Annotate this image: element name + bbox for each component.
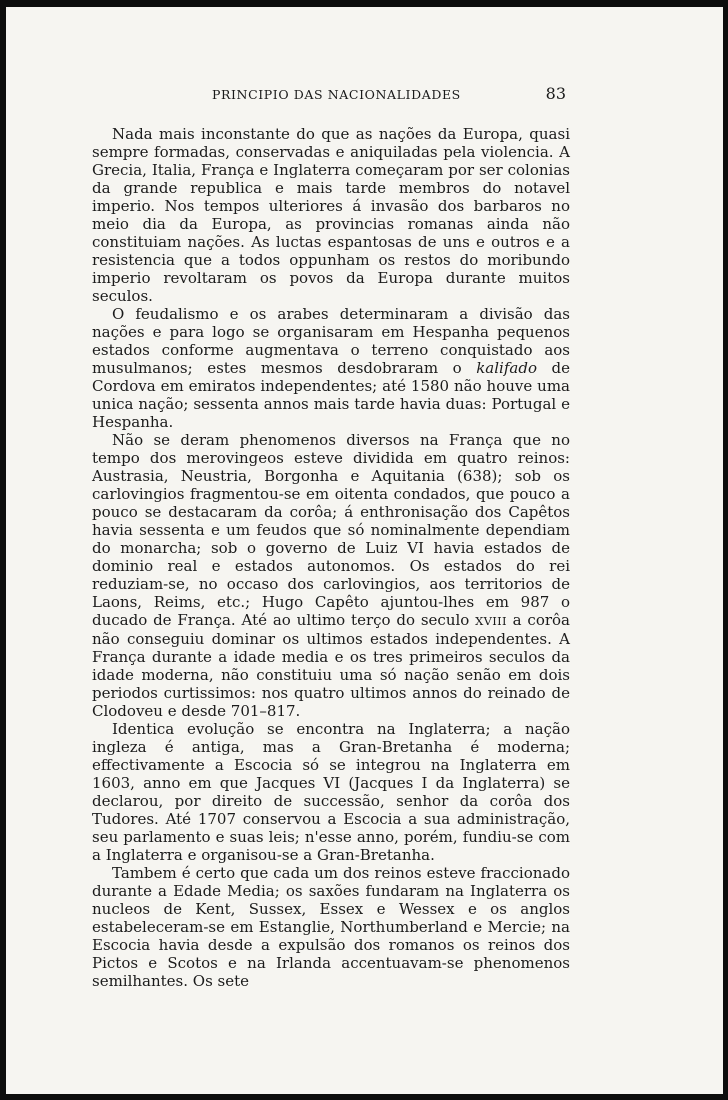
scan-border-left [0, 0, 6, 1100]
paragraph-3-text-b: a corôa não conseguiu dominar os ultimos estados independentes. A França durante a idade media e os tres primeiros seculos da idade moderna, não constituiu uma só nação senão em dois periodos curtissimos: nos quatro ultimos annos do reinado de Clodoveu e desde 701–817. [92, 611, 570, 720]
paragraph-4: Identica evolução se encontra na Inglaterra; a nação ingleza é antiga, mas a Gran-Bretanha é moderna; effectivamente a Escocia só se integrou na Inglaterra em 1603, anno em que Jacques VI (Jacques I da Inglaterra) se declarou, por direito de successão, senhor da corôa dos Tudores. Até 1707 conservou a Escocia a sua administração, seu parlamento e suas leis; n'esse anno, porém, fundiu-se com a Inglaterra e organisou-se a Gran-Bretanha. [92, 720, 570, 864]
kalifado-term: kalifado [476, 359, 537, 377]
page-header [92, 84, 570, 110]
paragraph-5: Tambem é certo que cada um dos reinos esteve fraccionado durante a Edade Media; os saxões fundaram na Inglaterra os nucleos de Kent, Sussex, Essex e Wessex e os anglos estabeleceram-se em Estanglie, Northumberland e Mercie; na Escocia havia desde a expulsão dos romanos os reinos dos Pictos e Scotos e na Irlanda accentuavam-se phenomenos semilhantes. Os sete [92, 864, 570, 990]
scan-border-right [723, 0, 728, 1100]
paragraph-3 [92, 431, 570, 720]
paragraph-3-text-a: Não se deram phenomenos diversos na França que no tempo dos merovingeos esteve dividida em quatro reinos: Austrasia, Neustria, Borgonha e Aquitania (638); sob os carlovingios fragmentou-se em oitenta condados, que pouco a pouco se destacaram da corôa; á enthronisação dos Capêtos havia sessenta e um feudos que só nominalmente dependiam do monarcha; sob o governo de Luiz VI havia estados de dominio real e estados autonomos. Os estados do rei reduziam-se, no occaso dos carlovingios, aos territorios de Laons, Reims, etc.; Hugo Capêto ajuntou-lhes em 987 o ducado de França. Até ao ultimo terço do seculo [92, 431, 570, 629]
paragraph-2-text-a: O feudalismo e os arabes determinaram a divisão das nações e para logo se organisaram em Hespanha pequenos estados conforme augmentava o terreno conquistado aos musulmanos; estes mesmos desdobraram o [92, 305, 570, 377]
body-text [92, 125, 570, 990]
paragraph-2 [92, 305, 570, 431]
paragraph-1: Nada mais inconstante do que as nações da Europa, quasi sempre formadas, conservadas e aniquiladas pela violencia. A Grecia, Italia, França e Inglaterra começaram por ser colonias da grande republica e mais tarde membros do notavel imperio. Nos tempos ulteriores á invasão dos barbaros no meio dia da Europa, as provincias romanas ainda não constituiam nações. As luctas espantosas de uns e outros e a resistencia que a todos oppunham os restos do moribundo imperio revoltaram os povos da Europa durante muitos seculos. [92, 125, 570, 305]
century-numeral: XVIII [475, 614, 507, 628]
page-number: 83 [545, 84, 566, 103]
running-title: PRINCIPIO DAS NACIONALIDADES [212, 87, 461, 102]
scan-border-top [0, 0, 728, 7]
scan-border-bottom [0, 1094, 728, 1100]
paragraph-2-text-b: de Cordova em emiratos independentes; até 1580 não houve uma unica nação; sessenta annos mais tarde havia duas: Portugal e Hespanha. [92, 359, 571, 431]
